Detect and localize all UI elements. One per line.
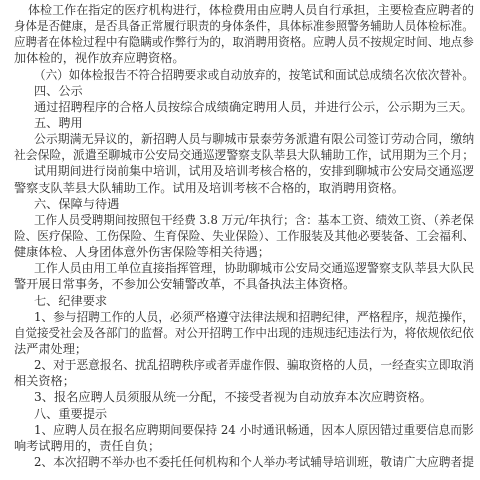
text-line: 法严肃处理； (14, 342, 88, 356)
text-line: 试用期间进行岗前集中培训，试用及培训考核合格的，安排到聊城市公安局交通巡逻 (34, 164, 475, 179)
text-line: 公示期满无异议的，新招聘人员与聊城市景泰劳务派遣有限公司签订劳动合同，缴纳 (34, 132, 475, 147)
text-line: 自觉接受社会及各部门的监督。对公开招聘工作中出现的违规违纪违法行为，将依规依纪依 (14, 325, 474, 340)
text-line: 警开展日常事务，不参加公安辅警改革，不具备执法主体资格。 (14, 277, 356, 292)
section-heading: 七、纪律要求 (34, 293, 108, 308)
text-line: 工作人员受聘期间按照包干经费 3.8 万元/年执行；含：基本工资、绩效工资、（养老保 (34, 212, 474, 227)
text-line: 工作人员由用工单位直接指挥管理，协助聊城市公安局交通巡逻警察支队莘县大队民 (34, 261, 475, 276)
text-line: 社会保险，派遣至聊城市公安局交通巡逻警察支队莘县大队辅助工作，试用期为三个月； (14, 148, 475, 163)
section-heading: 五、聘用 (34, 116, 83, 130)
text-line: （六）如体检报告不符合招聘要求或自动放弃的，按笔试和面试总成绩名次依次替补。 (34, 67, 474, 82)
text-line: 体检工作在指定的医疗机构进行，体检费用由应聘人员自行承担，主要检查应聘者的 (28, 3, 474, 17)
text-line: 健康体检、人身团体意外伤害保险等相关待遇； (14, 245, 270, 260)
text-line: 加体检的，视作放弃应聘资格。 (14, 51, 185, 66)
text-line: 相关资格； (14, 374, 75, 389)
section-heading: 八、重要提示 (34, 406, 108, 421)
section-heading: 六、保障与待遇 (34, 196, 120, 211)
text-line: 3、报名应聘人员须服从统一分配，不接受者视为自动放弃本次应聘资格。 (34, 390, 432, 405)
text-line: 响考试聘用的，责任自负； (14, 438, 161, 453)
text-line: 2、对于恶意报名、扰乱招聘秩序或者弄虚作假、骗取资格的人员，一经查实立即取消 (34, 358, 474, 373)
text-line: 警察支队莘县大队辅助工作。试用及培训考核不合格的，取消聘用资格。 (14, 180, 404, 195)
text-line: 2、本次招聘不举办也不委托任何机构和个人举办考试辅导培训班，敬请广大应聘者提 (34, 455, 474, 469)
text-line: 身体是否健康，是否具备正常履行职责的身体条件，具体标准参照警务辅助人员体检标准。 (14, 19, 474, 34)
text-line: 应聘者在体检过程中有隐瞒或作弊行为的，取消聘用资格。应聘人员不按规定时间、地点参 (14, 35, 474, 50)
text-line: 通过招聘程序的合格人员按综合成绩确定聘用人员，并进行公示，公示期为三天。 (34, 99, 473, 114)
text-line: 险、医疗保险、工伤保险、生育保险、失业保险）、工作服装及其他必要装备、工会福利、 (14, 229, 475, 243)
text-line: 1、参与招聘工作的人员，必须严格遵守法律法规和招聘纪律，严格程序，规范操作， (34, 309, 474, 324)
text-line: 1、应聘人员在报名应聘期间要保持 24 小时通讯畅通，因本人原因错过重要信息而影 (34, 422, 474, 437)
section-heading: 四、公示 (34, 83, 83, 98)
